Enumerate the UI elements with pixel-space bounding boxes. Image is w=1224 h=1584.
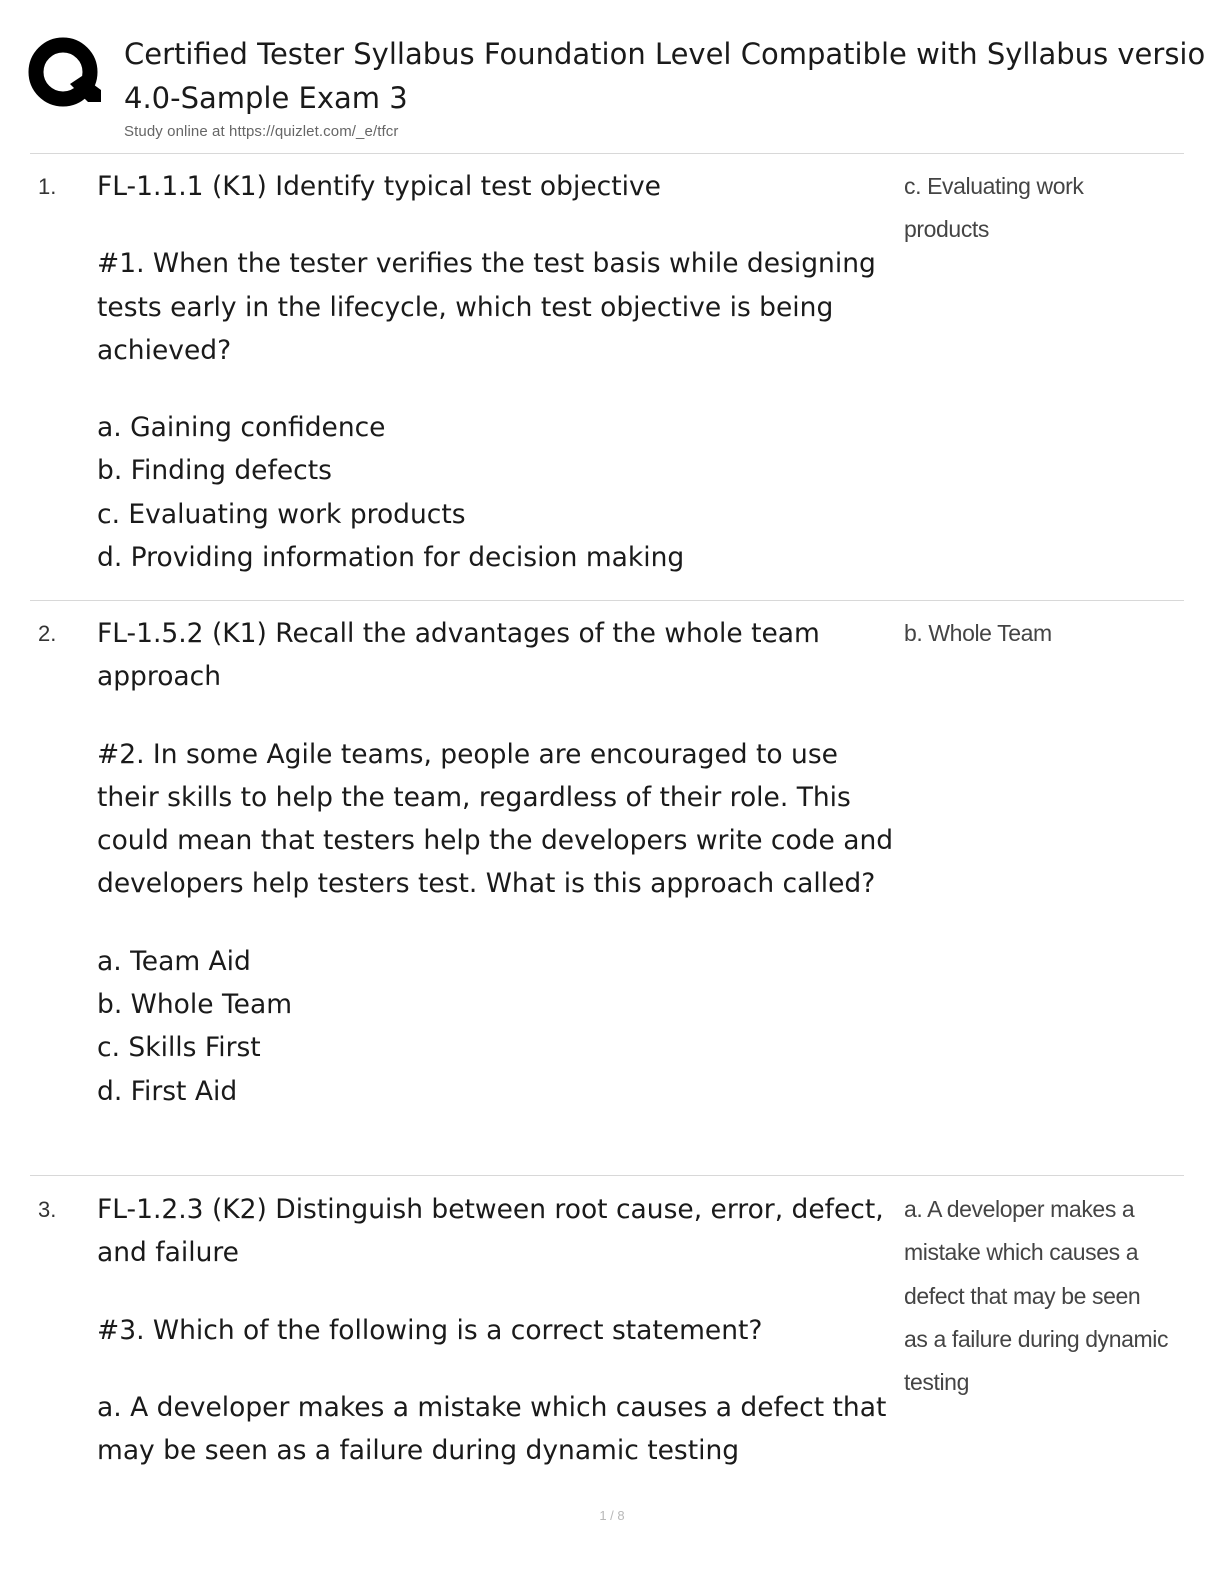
card-option: c. Skills First bbox=[97, 1032, 261, 1064]
document-title-line-1: Certified Tester Syllabus Foundation Level Compatible with Syllabus versio bbox=[124, 37, 1206, 71]
quizlet-logo-icon bbox=[26, 34, 102, 110]
card-option: b. Whole Team bbox=[97, 989, 293, 1021]
divider bbox=[30, 600, 1184, 601]
page-number: 1 / 8 bbox=[599, 1508, 625, 1523]
card-option: d. Providing information for decision making bbox=[97, 542, 685, 574]
card-question-text: #2. In some Agile teams, people are encouraged to use their skills to help the team, regardless of their role. This could mean that testers help the developers write code and developers help testers test. What is this approach called? bbox=[97, 738, 894, 900]
card-answer: c. Evaluating work products bbox=[904, 173, 1084, 243]
card-objective: FL-1.2.3 (K2) Distinguish between root cause, error, defect, and failure bbox=[97, 1194, 884, 1269]
card-answer: b. Whole Team bbox=[904, 620, 1052, 646]
study-online-link[interactable]: Study online at https://quizlet.com/_e/tfcr bbox=[124, 123, 399, 140]
card-question bbox=[97, 612, 897, 1113]
card-question bbox=[97, 165, 897, 579]
card-question-text: #1. When the tester verifies the test basis while designing tests early in the lifecycle, which test objective is being achieved? bbox=[97, 248, 876, 366]
card-question bbox=[97, 1188, 897, 1472]
page-header bbox=[0, 0, 1224, 152]
card-number: 1. bbox=[38, 174, 57, 199]
divider bbox=[30, 153, 1184, 154]
divider bbox=[30, 1175, 1184, 1176]
card-question-text: #3. Which of the following is a correct statement? bbox=[97, 1314, 763, 1346]
card-option: a. A developer makes a mistake which causes a defect that may be seen as a failure during dynamic testing bbox=[97, 1391, 887, 1467]
card-number: 2. bbox=[38, 621, 57, 646]
card-option: d. First Aid bbox=[97, 1075, 238, 1107]
card-answer: a. A developer makes a mistake which causes a defect that may be seen as a failure during dynamic testing bbox=[904, 1196, 1169, 1396]
card-option: a. Gaining confidence bbox=[97, 412, 386, 444]
card-objective: FL-1.5.2 (K1) Recall the advantages of the whole team approach bbox=[97, 618, 820, 693]
document-title-line-2: 4.0-Sample Exam 3 bbox=[124, 81, 408, 115]
card-objective: FL-1.1.1 (K1) Identify typical test objective bbox=[97, 171, 661, 202]
card-option: a. Team Aid bbox=[97, 945, 251, 977]
card-option: b. Finding defects bbox=[97, 455, 332, 487]
card-option: c. Evaluating work products bbox=[97, 498, 466, 530]
card-number: 3. bbox=[38, 1197, 57, 1222]
document-title bbox=[124, 32, 1224, 120]
